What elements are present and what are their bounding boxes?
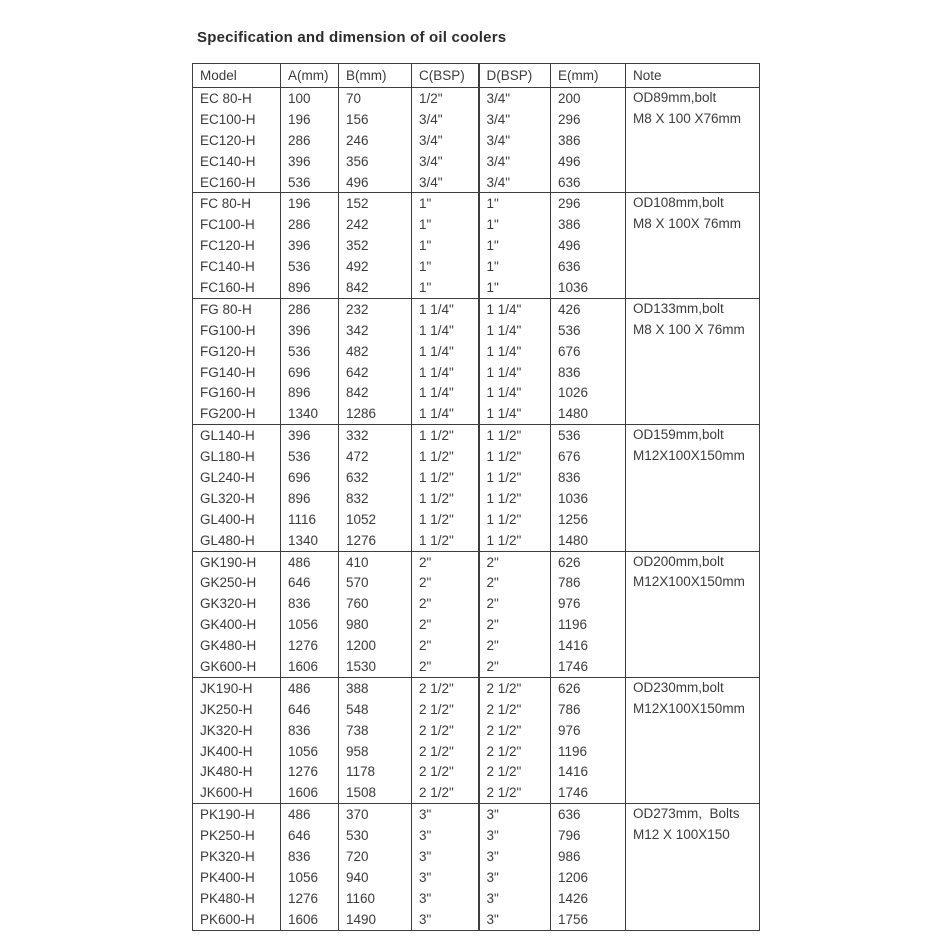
value-cell: 1056: [281, 867, 339, 888]
model-cell: GL240-H: [200, 469, 255, 485]
model-cell: GK400-H: [200, 617, 257, 633]
value-cell: 676: [551, 341, 626, 362]
value-cell: 3": [479, 867, 551, 888]
value-cell: 1 1/4": [479, 298, 551, 319]
value-cell: 1746: [551, 782, 626, 803]
model-cell: FG200-H: [200, 406, 256, 422]
value-cell: 3/4": [479, 130, 551, 151]
value-cell: 2 1/2": [479, 741, 551, 762]
value-cell: 1286: [339, 403, 412, 424]
value-cell: 636: [551, 804, 626, 825]
value-cell: 3": [479, 909, 551, 930]
value-cell: 3": [479, 846, 551, 867]
value-cell: 1756: [551, 909, 626, 930]
value-cell: 100: [281, 88, 339, 109]
value-cell: 486: [281, 804, 339, 825]
value-cell: 496: [551, 151, 626, 172]
value-cell: 536: [281, 446, 339, 467]
note-cell: [626, 677, 760, 803]
value-cell: 3/4": [479, 109, 551, 130]
value-cell: 1276: [339, 530, 412, 551]
model-cell: JK320-H: [200, 722, 253, 738]
value-cell: 472: [339, 446, 412, 467]
value-cell: 636: [551, 256, 626, 277]
table-row: [193, 804, 760, 825]
value-cell: 832: [339, 488, 412, 509]
value-cell: 386: [551, 130, 626, 151]
value-cell: 1 1/4": [412, 341, 479, 362]
value-cell: 1 1/2": [479, 530, 551, 551]
value-cell: 482: [339, 341, 412, 362]
value-cell: 1530: [339, 656, 412, 677]
note-cell: [626, 88, 760, 193]
value-cell: 1052: [339, 509, 412, 530]
value-cell: 1 1/4": [412, 298, 479, 319]
model-cell: FG160-H: [200, 385, 256, 401]
value-cell: 1200: [339, 635, 412, 656]
header-row: [193, 64, 760, 88]
column-header-note: Note: [626, 64, 760, 88]
value-cell: 1": [479, 277, 551, 298]
value-cell: 536: [281, 341, 339, 362]
value-cell: 536: [281, 172, 339, 193]
note-line: M12X100X150mm: [633, 448, 745, 464]
value-cell: 2 1/2": [412, 741, 479, 762]
value-cell: 646: [281, 825, 339, 846]
table-row: [193, 551, 760, 572]
model-cell: FC100-H: [200, 217, 255, 233]
model-cell: GL480-H: [200, 532, 255, 548]
model-cell: PK320-H: [200, 849, 255, 864]
value-cell: 836: [281, 720, 339, 741]
value-cell: 2": [479, 635, 551, 656]
value-cell: 3": [479, 804, 551, 825]
value-cell: 426: [551, 298, 626, 319]
value-cell: 836: [281, 593, 339, 614]
value-cell: 1 1/4": [479, 362, 551, 383]
value-cell: 1 1/2": [479, 467, 551, 488]
value-cell: 1 1/4": [479, 403, 551, 424]
note-line: OD273mm, Bolts: [633, 806, 740, 822]
value-cell: 976: [551, 593, 626, 614]
model-cell: PK400-H: [200, 869, 255, 885]
value-cell: 1 1/4": [479, 382, 551, 403]
value-cell: 1 1/2": [412, 467, 479, 488]
value-cell: 352: [339, 235, 412, 256]
value-cell: 1116: [281, 509, 339, 530]
table-row: [193, 298, 760, 319]
model-cell: GK480-H: [200, 638, 257, 654]
value-cell: 3": [412, 888, 479, 909]
value-cell: 1 1/4": [479, 341, 551, 362]
value-cell: 1480: [551, 530, 626, 551]
value-cell: 1340: [281, 403, 339, 424]
value-cell: 1480: [551, 403, 626, 424]
value-cell: 1": [412, 277, 479, 298]
value-cell: 3/4": [479, 172, 551, 193]
value-cell: 2 1/2": [412, 782, 479, 803]
value-cell: 2": [479, 656, 551, 677]
value-cell: 286: [281, 214, 339, 235]
model-cell: PK190-H: [200, 807, 255, 823]
value-cell: 676: [551, 446, 626, 467]
value-cell: 1": [412, 235, 479, 256]
note-cell: [626, 193, 760, 298]
model-cell: FG120-H: [200, 343, 256, 359]
value-cell: 836: [281, 846, 339, 867]
value-cell: 1196: [551, 614, 626, 635]
value-cell: 2": [412, 635, 479, 656]
model-group-2: [193, 298, 760, 424]
value-cell: 2 1/2": [412, 762, 479, 783]
model-cell: FC140-H: [200, 259, 255, 275]
value-cell: 626: [551, 551, 626, 572]
value-cell: 152: [339, 193, 412, 214]
value-cell: 2": [479, 551, 551, 572]
model-cell: GL180-H: [200, 449, 255, 465]
value-cell: 976: [551, 720, 626, 741]
value-cell: 536: [551, 425, 626, 446]
model-cell: JK480-H: [200, 764, 253, 780]
note-line: OD133mm,bolt: [633, 300, 724, 316]
value-cell: 738: [339, 720, 412, 741]
value-cell: 1416: [551, 635, 626, 656]
value-cell: 2 1/2": [479, 782, 551, 803]
value-cell: 1 1/2": [412, 446, 479, 467]
model-cell: GK250-H: [200, 575, 257, 591]
value-cell: 2": [479, 614, 551, 635]
value-cell: 1416: [551, 762, 626, 783]
model-cell: EC120-H: [200, 132, 256, 148]
value-cell: 940: [339, 867, 412, 888]
model-cell: JK600-H: [200, 785, 253, 801]
note-cell: [626, 551, 760, 677]
value-cell: 410: [339, 551, 412, 572]
value-cell: 1 1/2": [412, 530, 479, 551]
value-cell: 842: [339, 382, 412, 403]
note-line: OD89mm,bolt: [633, 90, 717, 105]
value-cell: 1426: [551, 888, 626, 909]
value-cell: 1 1/4": [412, 382, 479, 403]
value-cell: 1276: [281, 762, 339, 783]
value-cell: 1/2": [412, 88, 479, 109]
value-cell: 3/4": [412, 151, 479, 172]
value-cell: 1276: [281, 635, 339, 656]
value-cell: 2 1/2": [479, 720, 551, 741]
value-cell: 836: [551, 467, 626, 488]
note-line: M8 X 100X 76mm: [633, 216, 742, 232]
note-cell: [626, 298, 760, 424]
page-title: Specification and dimension of oil coolers: [197, 29, 507, 46]
value-cell: 626: [551, 677, 626, 698]
value-cell: 530: [339, 825, 412, 846]
model-group-4: [193, 551, 760, 677]
model-cell: FC160-H: [200, 279, 255, 295]
model-cell: GK320-H: [200, 596, 257, 612]
value-cell: 2": [412, 572, 479, 593]
column-header-cbsp: C(BSP): [412, 64, 479, 88]
value-cell: 70: [339, 88, 412, 109]
model-cell: PK250-H: [200, 828, 255, 844]
column-header-bmm: B(mm): [339, 64, 412, 88]
value-cell: 3/4": [479, 151, 551, 172]
value-cell: 1606: [281, 782, 339, 803]
value-cell: 646: [281, 699, 339, 720]
column-header-amm: A(mm): [281, 64, 339, 88]
value-cell: 642: [339, 362, 412, 383]
value-cell: 1 1/2": [412, 488, 479, 509]
model-cell: EC160-H: [200, 174, 256, 190]
value-cell: 1 1/4": [412, 320, 479, 341]
value-cell: 1206: [551, 867, 626, 888]
value-cell: 1": [412, 256, 479, 277]
value-cell: 332: [339, 425, 412, 446]
value-cell: 570: [339, 572, 412, 593]
note-line: OD159mm,bolt: [633, 427, 724, 443]
model-cell: JK400-H: [200, 743, 253, 759]
value-cell: 342: [339, 320, 412, 341]
value-cell: 632: [339, 467, 412, 488]
value-cell: 1490: [339, 909, 412, 930]
value-cell: 1": [412, 214, 479, 235]
value-cell: 492: [339, 256, 412, 277]
model-cell: JK190-H: [200, 680, 253, 696]
note-line: OD230mm,bolt: [633, 679, 724, 695]
note-line: M12X100X150mm: [633, 700, 745, 716]
value-cell: 1 1/2": [479, 509, 551, 530]
value-cell: 1056: [281, 614, 339, 635]
model-cell: GK190-H: [200, 554, 257, 570]
value-cell: 548: [339, 699, 412, 720]
value-cell: 242: [339, 214, 412, 235]
value-cell: 1 1/4": [479, 320, 551, 341]
note-line: M8 X 100 X76mm: [633, 110, 742, 126]
note-line: OD108mm,bolt: [633, 195, 724, 211]
value-cell: 1256: [551, 509, 626, 530]
model-group-0: [193, 88, 760, 193]
value-cell: 760: [339, 593, 412, 614]
value-cell: 246: [339, 130, 412, 151]
model-cell: JK250-H: [200, 701, 253, 717]
value-cell: 286: [281, 298, 339, 319]
value-cell: 296: [551, 109, 626, 130]
model-group-3: [193, 425, 760, 551]
value-cell: 496: [339, 172, 412, 193]
spec-table: [192, 63, 760, 931]
value-cell: 1036: [551, 488, 626, 509]
value-cell: 1": [479, 214, 551, 235]
value-cell: 896: [281, 277, 339, 298]
value-cell: 2 1/2": [479, 762, 551, 783]
value-cell: 286: [281, 130, 339, 151]
value-cell: 696: [281, 362, 339, 383]
column-header-emm: E(mm): [551, 64, 626, 88]
value-cell: 2": [412, 614, 479, 635]
value-cell: 2": [479, 572, 551, 593]
model-cell: GK600-H: [200, 658, 257, 674]
value-cell: 3": [412, 909, 479, 930]
value-cell: 696: [281, 467, 339, 488]
model-cell: FG 80-H: [200, 301, 252, 317]
value-cell: 1036: [551, 277, 626, 298]
value-cell: 646: [281, 572, 339, 593]
value-cell: 1 1/2": [479, 425, 551, 446]
value-cell: 3": [412, 825, 479, 846]
value-cell: 796: [551, 825, 626, 846]
value-cell: 2": [479, 593, 551, 614]
value-cell: 836: [551, 362, 626, 383]
value-cell: 296: [551, 193, 626, 214]
value-cell: 2 1/2": [412, 720, 479, 741]
value-cell: 1": [479, 193, 551, 214]
value-cell: 396: [281, 235, 339, 256]
value-cell: 3": [412, 846, 479, 867]
value-cell: 896: [281, 488, 339, 509]
value-cell: 396: [281, 425, 339, 446]
value-cell: 1 1/4": [412, 403, 479, 424]
value-cell: 486: [281, 677, 339, 698]
value-cell: 196: [281, 193, 339, 214]
model-cell: GL140-H: [200, 428, 255, 444]
value-cell: 1746: [551, 656, 626, 677]
value-cell: 1026: [551, 382, 626, 403]
value-cell: 2": [412, 656, 479, 677]
value-cell: 2 1/2": [479, 699, 551, 720]
value-cell: 986: [551, 846, 626, 867]
value-cell: 1196: [551, 741, 626, 762]
value-cell: 396: [281, 151, 339, 172]
value-cell: 1 1/2": [479, 488, 551, 509]
model-cell: GL400-H: [200, 511, 255, 527]
value-cell: 1606: [281, 909, 339, 930]
model-cell: FG100-H: [200, 322, 256, 338]
value-cell: 386: [551, 214, 626, 235]
value-cell: 156: [339, 109, 412, 130]
model-cell: FG140-H: [200, 364, 256, 380]
value-cell: 636: [551, 172, 626, 193]
model-cell: FC 80-H: [200, 196, 252, 212]
model-cell: PK480-H: [200, 890, 255, 906]
value-cell: 1276: [281, 888, 339, 909]
note-line: OD200mm,bolt: [633, 553, 724, 569]
value-cell: 3/4": [412, 109, 479, 130]
value-cell: 1056: [281, 741, 339, 762]
model-cell: PK600-H: [200, 911, 255, 927]
value-cell: 1178: [339, 762, 412, 783]
value-cell: 1 1/4": [412, 362, 479, 383]
value-cell: 2": [412, 551, 479, 572]
value-cell: 3/4": [412, 172, 479, 193]
value-cell: 720: [339, 846, 412, 867]
table-header: [193, 64, 760, 88]
model-cell: FC120-H: [200, 238, 255, 254]
value-cell: 1340: [281, 530, 339, 551]
value-cell: 536: [551, 320, 626, 341]
value-cell: 980: [339, 614, 412, 635]
note-cell: [626, 804, 760, 930]
value-cell: 388: [339, 677, 412, 698]
note-line: M12X100X150mm: [633, 574, 745, 590]
value-cell: 842: [339, 277, 412, 298]
value-cell: 3": [479, 825, 551, 846]
value-cell: 1": [479, 235, 551, 256]
value-cell: 786: [551, 572, 626, 593]
value-cell: 196: [281, 109, 339, 130]
model-cell: EC140-H: [200, 153, 256, 169]
value-cell: 370: [339, 804, 412, 825]
model-group-6: [193, 804, 760, 930]
value-cell: 536: [281, 256, 339, 277]
table-row: [193, 193, 760, 214]
value-cell: 1508: [339, 782, 412, 803]
value-cell: 2 1/2": [412, 699, 479, 720]
value-cell: 1160: [339, 888, 412, 909]
value-cell: 2 1/2": [479, 677, 551, 698]
model-group-1: [193, 193, 760, 298]
value-cell: 3": [412, 867, 479, 888]
value-cell: 1 1/2": [412, 509, 479, 530]
model-cell: GL320-H: [200, 490, 255, 506]
table-row: [193, 677, 760, 698]
value-cell: 958: [339, 741, 412, 762]
value-cell: 3/4": [412, 130, 479, 151]
column-header-model: Model: [193, 64, 281, 88]
model-cell: EC 80-H: [200, 90, 252, 106]
value-cell: 3": [412, 804, 479, 825]
value-cell: 3": [479, 888, 551, 909]
value-cell: 2 1/2": [412, 677, 479, 698]
model-cell: EC100-H: [200, 111, 256, 127]
value-cell: 396: [281, 320, 339, 341]
value-cell: 1 1/2": [412, 425, 479, 446]
value-cell: 486: [281, 551, 339, 572]
model-group-5: [193, 677, 760, 803]
value-cell: 1 1/2": [479, 446, 551, 467]
table-row: [193, 88, 760, 109]
column-header-dbsp: D(BSP): [479, 64, 551, 88]
note-line: M12 X 100X150: [633, 827, 730, 843]
value-cell: 786: [551, 699, 626, 720]
value-cell: 496: [551, 235, 626, 256]
value-cell: 1": [412, 193, 479, 214]
value-cell: 1": [479, 256, 551, 277]
value-cell: 2": [412, 593, 479, 614]
note-cell: [626, 425, 760, 551]
value-cell: 1606: [281, 656, 339, 677]
table-row: [193, 425, 760, 446]
value-cell: 356: [339, 151, 412, 172]
note-line: M8 X 100 X 76mm: [633, 321, 745, 337]
value-cell: 896: [281, 382, 339, 403]
value-cell: 232: [339, 298, 412, 319]
value-cell: 200: [551, 88, 626, 109]
value-cell: 3/4": [479, 88, 551, 109]
